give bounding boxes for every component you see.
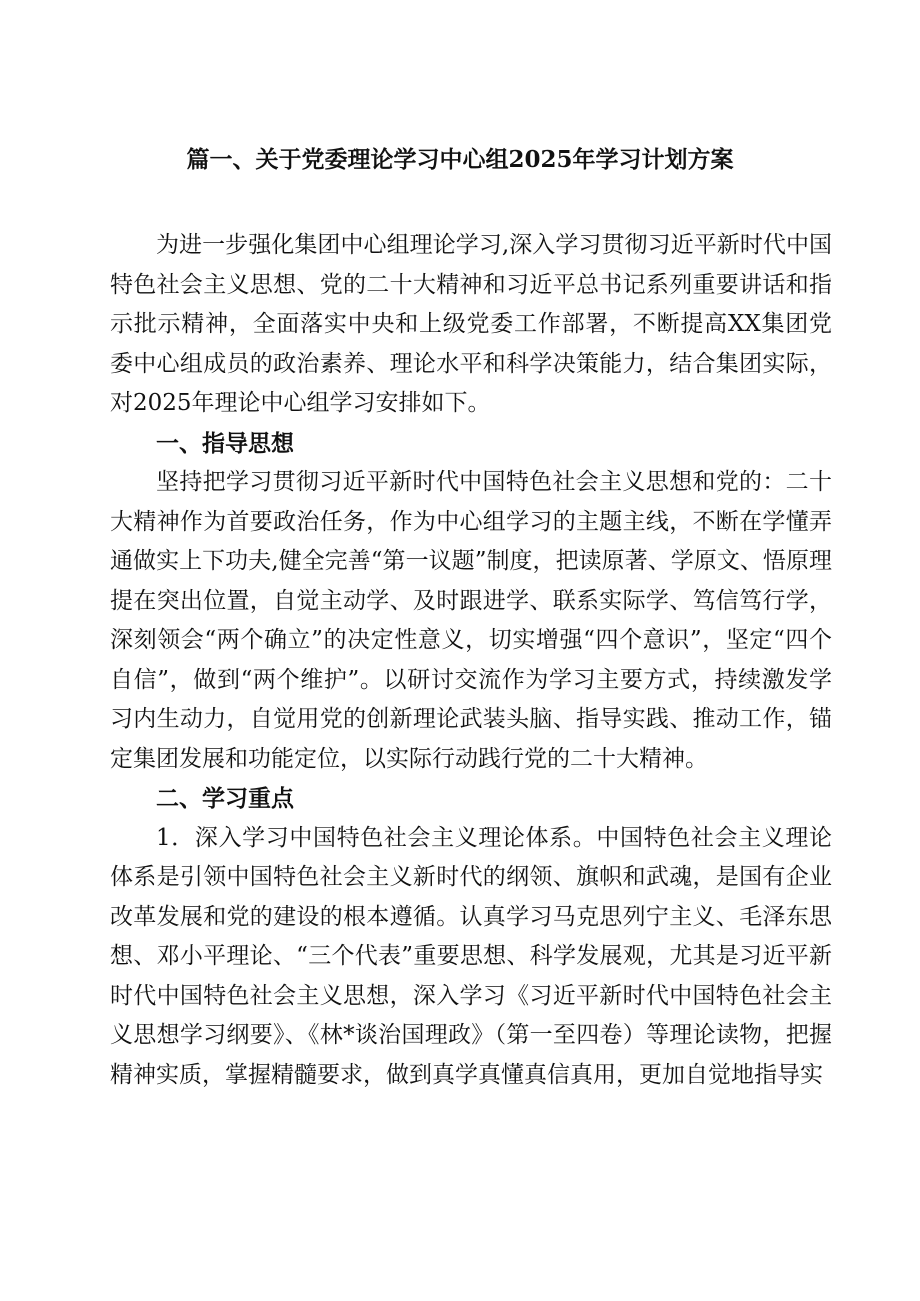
document-body (110, 226, 832, 1095)
section-heading-guiding-ideology: 一、指导思想 (156, 429, 294, 457)
section-heading-study-focus: 二、学习重点 (156, 785, 294, 812)
intro-paragraph: 为进一步强化集团中心组理论学习,深入学习贯彻习近平新时代中国特色社会主义思想、党的二十大精神和习近平总书记系列重要讲话和指示批示精神，全面落实中央和上级党委工作部署，不断提高XX集团党委中心组成员的政治素养、理论水平和科学决策能力，结合集团实际，对2025年理论中心组学习安排如下。 (110, 232, 832, 416)
document-title: 篇一、关于党委理论学习中心组2025年学习计划方案 (186, 146, 734, 173)
guiding-ideology-paragraph: 坚持把学习贯彻习近平新时代中国特色社会主义思想和党的：二十大精神作为首要政治任务，作为中心组学习的主题主线，不断在学懂弄通做实上下功夫,健全完善“第一议题”制度，把读原著、学原文、悟原理提在突出位置，自觉主动学、及时跟进学、联系实际学、笃信笃行学，深刻领会“两个确立”的决定性意义，切实增强“四个意识”，坚定“四个自信”，做到“两个维护”。以研讨交流作为学习主要方式，持续激发学习内生动力，自觉用党的创新理论武装头脑、指导实践、推动工作，锚定集团发展和功能定位，以实际行动践行党的二十大精神。 (110, 469, 832, 772)
study-focus-item-1: 1．深入学习中国特色社会主义理论体系。中国特色社会主义理论体系是引领中国特色社会主义新时代的纲领、旗帜和武魂，是国有企业改革发展和党的建设的根本遵循。认真学习马克思列宁主义、毛泽东思想、邓小平理论、“三个代表”重要思想、科学发展观，尤其是习近平新时代中国特色社会主义思想，深入学习《习近平新时代中国特色社会主义思想学习纲要》、《林*谈治国理政》（第一至四卷）等理论读物，把握精神实质，掌握精髓要求，做到真学真懂真信真用，更加自觉地指导实 (110, 824, 832, 1088)
